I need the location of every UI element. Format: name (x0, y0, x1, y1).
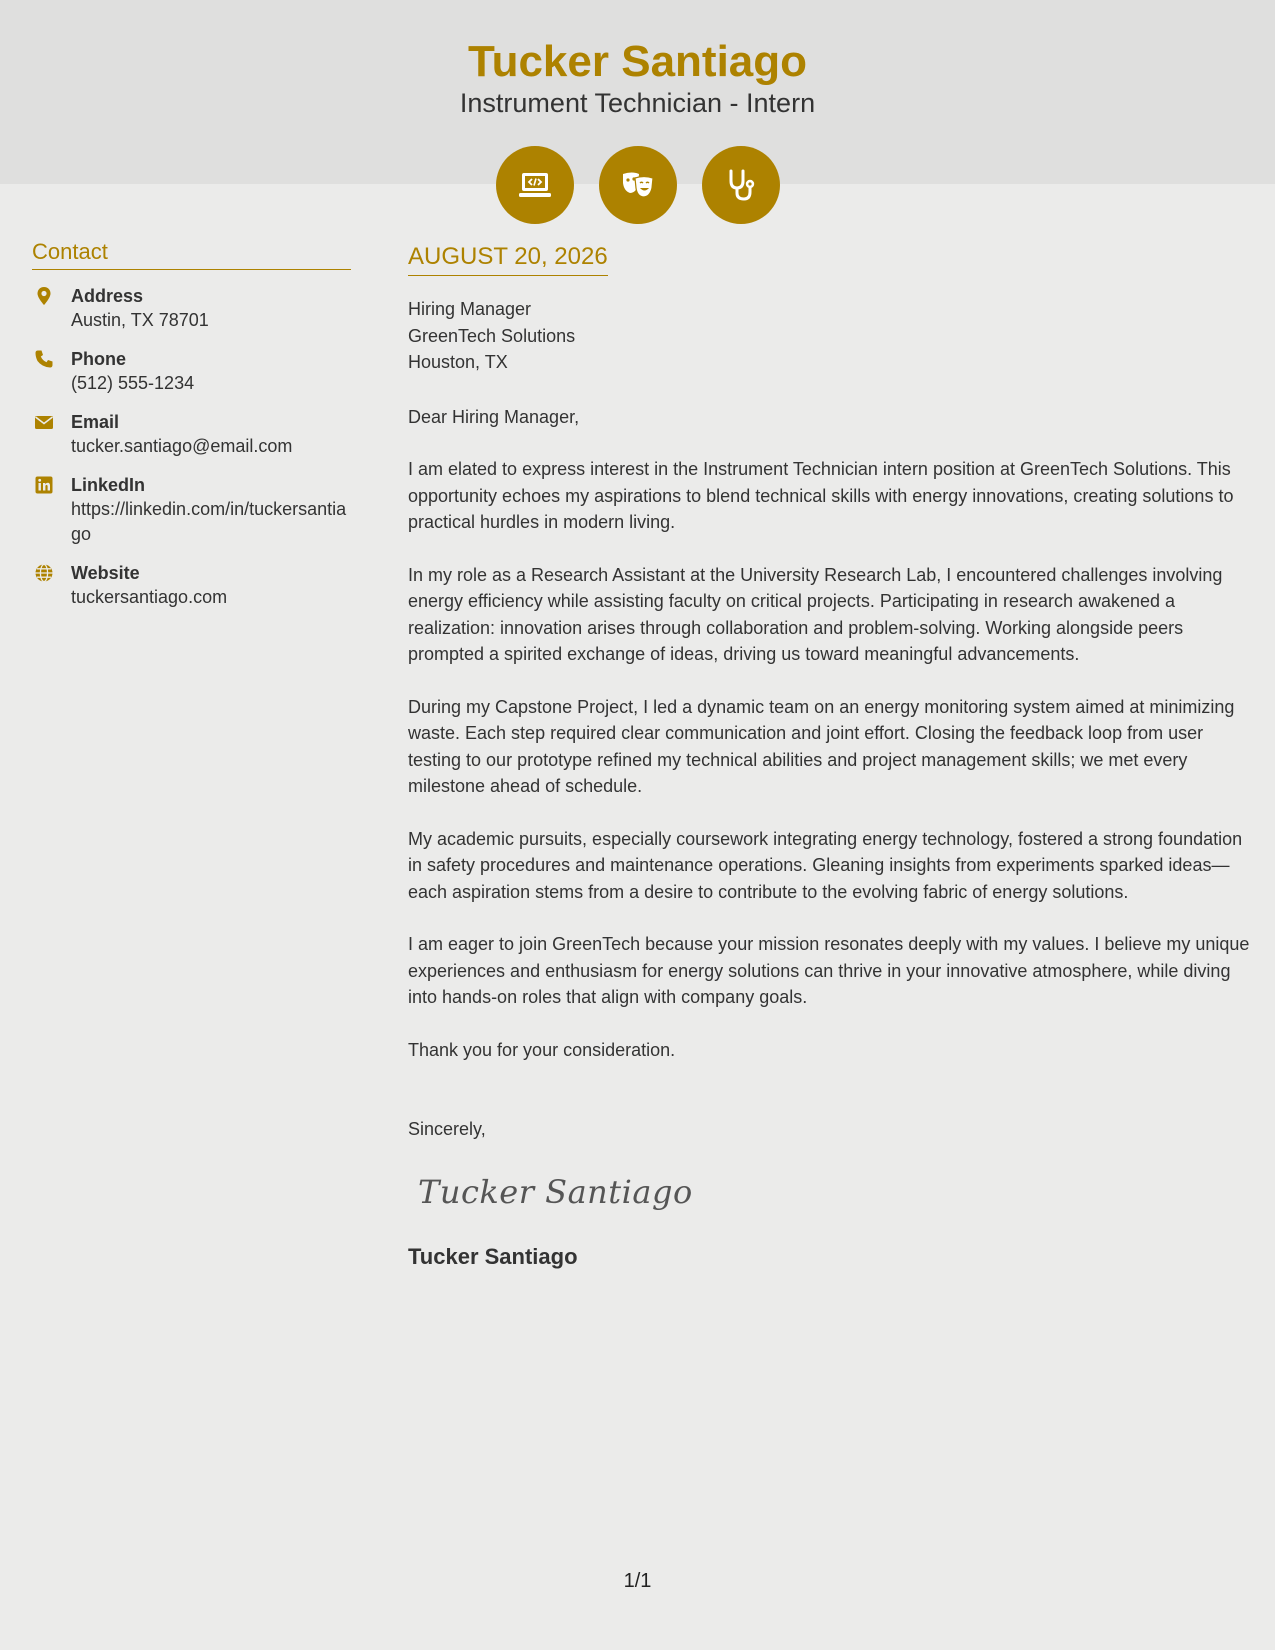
letter-paragraph: In my role as a Research Assistant at the University Research Lab, I encountered challenges involving energy efficiency while assisting faculty on critical projects. Participating in research awakened a realization: innovation arises through collaboration and problem-solving. Working alongside peers prompted a spirited exchange of ideas, driving us toward meaningful advancements. (408, 564, 1223, 664)
envelope-icon (34, 412, 54, 432)
letter-paragraph: My academic pursuits, especially coursework integrating energy technology, fostered a strong foundation in safety procedures and maintenance operations. Gleaning insights from experiments sparked ideas—each aspiration stems from a desire to contribute to the evolving fabric of energy solutions. (408, 828, 1243, 902)
contact-value[interactable]: tucker.santiago@email.com (71, 436, 293, 456)
handwritten-signature (416, 1167, 693, 1215)
recipient-line: Hiring Manager (408, 299, 532, 319)
contact-label: LinkedIn (71, 475, 146, 495)
contact-label: Website (71, 563, 140, 583)
contact-sidebar (32, 237, 351, 610)
linkedin-icon (34, 475, 54, 495)
globe-icon (34, 563, 54, 583)
page-number: 1/1 (623, 1570, 652, 1592)
contact-label: Phone (71, 349, 127, 369)
laptop-code-icon (496, 146, 574, 224)
contact-value: Austin, TX 78701 (71, 310, 209, 330)
contact-phone (32, 347, 351, 396)
recipient-block (408, 296, 1253, 376)
letter-paragraph: During my Capstone Project, I led a dynamic team on an energy monitoring system aimed at minimizing waste. Each step required clear communication and joint effort. Closing the feedback loop from user testing to our prototype refined my technical abilities and project management skills; we met every milestone ahead of schedule. (408, 696, 1235, 796)
letter-closing: Sincerely, (408, 1119, 486, 1139)
letter-paragraph: I am elated to express interest in the Instrument Technician intern position at GreenTech Solutions. This opportunity echoes my aspirations to blend technical skills with energy innovations, creating solutions to practical hurdles in modern living. (408, 459, 1234, 532)
recipient-line: Houston, TX (408, 352, 508, 372)
letter-body (408, 240, 1253, 1272)
applicant-name: Tucker Santiago (467, 37, 808, 86)
contact-address (32, 284, 351, 333)
letter-date: AUGUST 20, 2026 (408, 240, 608, 276)
contact-linkedin (32, 473, 351, 547)
signer-name: Tucker Santiago (408, 1243, 578, 1269)
job-title: Instrument Technician - Intern (459, 88, 816, 118)
contact-email (32, 410, 351, 459)
contact-value[interactable]: tuckersantiago.com (71, 587, 228, 607)
interest-icons (496, 146, 779, 224)
letter-greeting: Dear Hiring Manager, (408, 406, 580, 427)
contact-value[interactable]: https://linkedin.com/in/tuckersantiago (71, 499, 347, 544)
stethoscope-icon (702, 146, 780, 224)
contact-label: Address (71, 286, 144, 306)
recipient-line: GreenTech Solutions (408, 325, 576, 346)
contact-value: (512) 555-1234 (71, 373, 195, 393)
letter-paragraph: I am eager to join GreenTech because your mission resonates deeply with my values. I believe my unique experiences and enthusiasm for energy solutions can thrive in your innovative atmosphere, while diving into hands-on roles that align with company goals. (408, 934, 1250, 1007)
contact-website (32, 561, 351, 610)
phone-icon (34, 349, 54, 369)
svg-text:Tucker Santiago: Tucker Santiago (418, 1172, 693, 1211)
letter-paragraph: Thank you for your consideration. (408, 1039, 676, 1060)
map-pin-icon (34, 286, 54, 306)
contact-heading: Contact (32, 237, 351, 270)
theater-masks-icon (599, 146, 677, 224)
contact-label: Email (71, 412, 120, 432)
